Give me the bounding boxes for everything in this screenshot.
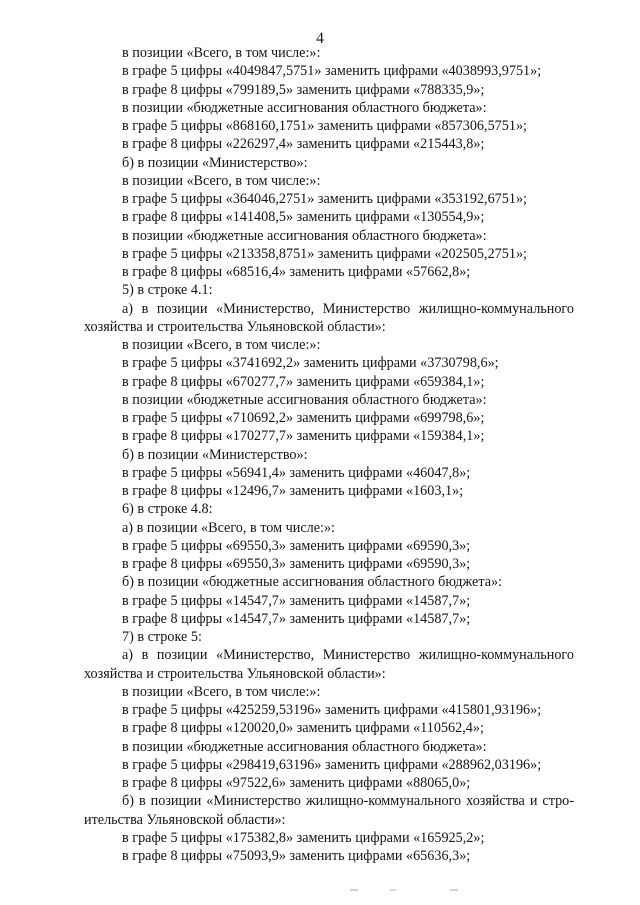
text-line: в графе 8 цифры «68516,4» заменить цифрами «57662,8»; xyxy=(122,264,471,280)
text-line: в графе 8 цифры «799189,5» заменить цифрами «788335,9»; xyxy=(122,81,485,98)
text-line: в графе 5 цифры «213358,8751» заменить цифрами «202505,2751»; xyxy=(122,245,527,262)
text-line: в графе 8 цифры «69550,3» заменить цифрами «69590,3»; xyxy=(122,556,471,572)
text-line: в графе 5 цифры «3741692,2» заменить цифрами «3730798,6»; xyxy=(122,355,499,372)
text-line: в позиции «Всего, в том числе:»: xyxy=(122,45,321,61)
text-line: в графе 5 цифры «56941,4» заменить цифрами «46047,8»; xyxy=(122,464,471,481)
text-line: в графе 5 цифры «710692,2» заменить цифрами «699798,6»; xyxy=(122,410,485,426)
text-line: в позиции «Всего, в том числе:»: xyxy=(122,683,321,700)
text-line: б) в позиции «Министерство жилищно-коммунального хозяйства и стро- xyxy=(122,793,574,810)
text-line: в позиции «бюджетные ассигнования областного бюджета»: xyxy=(122,738,487,755)
text-line: хозяйства и строительства Ульяновской области»: xyxy=(84,318,386,335)
text-line: а) в позиции «Министерство, Министерство жилищно-коммунального xyxy=(122,300,574,317)
text-line: в позиции «бюджетные ассигнования областного бюджета»: xyxy=(122,391,487,408)
text-line: 6) в строке 4.8: xyxy=(122,501,213,518)
text-line: в графе 8 цифры «97522,6» заменить цифрами «88065,0»; xyxy=(122,775,471,791)
text-line: в графе 8 цифры «75093,9» заменить цифрами «65636,3»; xyxy=(122,848,471,864)
text-line: в графе 5 цифры «364046,2751» заменить цифрами «353192,6751»; xyxy=(122,191,527,207)
text-line: 5) в строке 4.1: xyxy=(122,282,213,299)
document-body xyxy=(84,44,574,865)
text-line: в графе 5 цифры «69550,3» заменить цифрами «69590,3»; xyxy=(122,537,471,554)
text-line: в графе 5 цифры «298419,63196» заменить цифрами «288962,03196»; xyxy=(122,756,542,773)
text-line: в позиции «Всего, в том числе:»: xyxy=(122,172,321,189)
text-line: в графе 8 цифры «226297,4» заменить цифрами «215443,8»; xyxy=(122,136,485,153)
text-line: а) в позиции «Всего, в том числе:»: xyxy=(122,519,335,536)
text-line: в графе 8 цифры «120020,0» заменить цифрами «110562,4»; xyxy=(122,720,484,737)
text-line: в позиции «бюджетные ассигнования областного бюджета»: xyxy=(122,99,487,116)
text-line: в графе 8 цифры «141408,5» заменить цифрами «130554,9»; xyxy=(122,209,485,226)
text-line: в графе 8 цифры «670277,7» заменить цифрами «659384,1»; xyxy=(122,373,485,390)
scan-artifact xyxy=(330,889,530,891)
text-line: в графе 5 цифры «175382,8» заменить цифрами «165925,2»; xyxy=(122,829,485,846)
text-line: в графе 8 цифры «170277,7» заменить цифрами «159384,1»; xyxy=(122,428,485,445)
text-line: хозяйства и строительства Ульяновской области»: xyxy=(84,665,386,682)
text-line: в графе 8 цифры «12496,7» заменить цифрами «1603,1»; xyxy=(122,483,464,499)
text-line: в позиции «Всего, в том числе:»: xyxy=(122,337,321,353)
text-line: в графе 5 цифры «868160,1751» заменить цифрами «857306,5751»; xyxy=(122,118,527,134)
text-line: б) в позиции «Министерство»: xyxy=(122,154,308,171)
text-line: в позиции «бюджетные ассигнования областного бюджета»: xyxy=(122,227,487,244)
text-line: б) в позиции «Министерство»: xyxy=(122,446,308,463)
text-line: в графе 5 цифры «425259,53196» заменить цифрами «415801,93196»; xyxy=(122,702,542,718)
text-line: в графе 5 цифры «14547,7» заменить цифрами «14587,7»; xyxy=(122,592,471,609)
text-line: в графе 5 цифры «4049847,5751» заменить цифрами «4038993,9751»; xyxy=(122,63,542,80)
text-line: в графе 8 цифры «14547,7» заменить цифрами «14587,7»; xyxy=(122,610,471,627)
text-line: ительства Ульяновской области»: xyxy=(84,811,286,828)
page-number: 4 xyxy=(316,30,324,47)
text-line: б) в позиции «бюджетные ассигнования областного бюджета»: xyxy=(122,574,503,591)
text-line: 7) в строке 5: xyxy=(122,629,202,645)
text-line: а) в позиции «Министерство, Министерство жилищно-коммунального xyxy=(122,647,574,664)
